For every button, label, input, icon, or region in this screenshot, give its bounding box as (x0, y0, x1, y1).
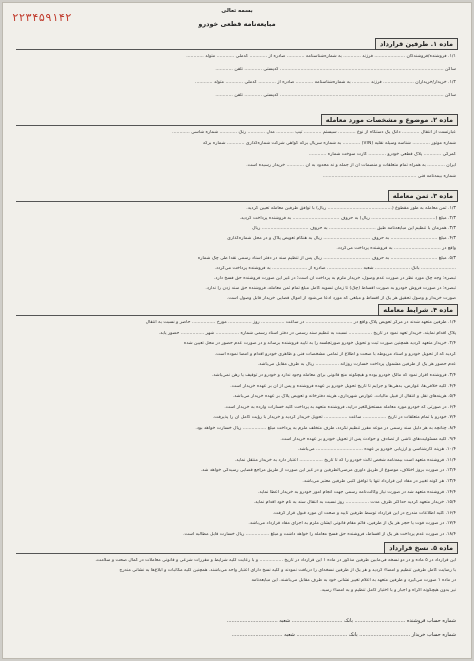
s3-line: ........................ بانک ........................ شعبه ........................ صادره از ........................ به فروشنده پرداخت می‌گردد. (214, 266, 456, 271)
s5-line: با رضایت کامل طرفین تنظیم و امضاء گردید و هر یک از طرفین نسخه‌ای را دریافت نمودند و کلیه نسخ دارای اعتبار واحد می‌باشند. همچنین کلیه مکاتبات و ابلاغ‌ها به نشانی مندرج (119, 568, 456, 573)
section-header-1 (16, 38, 458, 50)
s5-line: این قرارداد در ۵ ماده و در دو نسخه فی‌مابین طرفین مذکور در ماده ۱ این قرارداد در تاریخ ................ و با رعایت کلیه شرایط و مقررات شرعی و قانونی معاملات در کمال صحت و سلامت، (95, 558, 456, 563)
s3-line: ۴/۳. مبلغ ................................ به حروف ................................ ریال به هنگام تعویض پلاک و در محل شماره‌گذاری (227, 236, 456, 241)
section-header-4 (16, 304, 458, 316)
s1-line: ۱/۲. خریدار/خریداران ..................... فرزند ............ به شماره‌شناسنامه ............ صادره از ............ کدملی ............ متولد ............ (195, 80, 456, 85)
s4-line: ۱/۴. طرفین متعهد شدند در مرکز تعویض پلاک واقع در ................................ در ساعت ................ روز ................ مورخ ................ حاضر و نسبت به انتقال (145, 320, 456, 325)
s4-line: ۲/۴. خریدار متعهد گردید همچنین صورت ثبت و تحویل خودرو صورتجلسه را به تأیید فروشنده برساند و در صورت عدم حضور در محل تعیین شده (183, 341, 456, 347)
s4-line: ۱۳/۴. هر گونه تغییر در مفاد این قرارداد تنها با توافق کتبی طرفین معتبر می‌باشد. (302, 479, 456, 484)
s4-line: ۱۴/۴. فروشنده متعهد شد در صورت نیاز وکالت‌نامه رسمی جهت انجام امور خودرو به خریدار اعطا نماید. (257, 489, 456, 495)
s5-line: در ماده ۱ صورت می‌گیرد و طرفین متعهد به اعلام تغییر نشانی خود به طرف مقابل می‌باشند. این مبایعه‌نامه (251, 578, 456, 583)
s4-line: ۵/۴. هزینه‌های نقل و انتقال از قبیل مالیات، عوارض شهرداری، هزینه دفترخانه و تعویض پلاک بر عهده خریدار می‌باشد. (232, 394, 456, 400)
section-label-3: ماده ۳. ثمن معامله (388, 190, 458, 202)
s4-line: ۸/۴. چنانچه به هر دلیل سند رسمی در موعد مقرر تنظیم نگردد، طرف متخلف ملزم به پرداخت مبلغ ................ ریال خسارت خواهد بود. (195, 426, 456, 431)
s2-line: ایران ............ به همراه تمام متعلقات و منضمات ان از جمله و نه محدود به آن ............ خریدار رسیده است. (246, 163, 456, 168)
section-label-5: ماده ۵. نسخ قرارداد (384, 542, 458, 554)
s3-line: صورت خریدار و وصول تحقیق هر یک از اقساط و مبلغی که مورد ادعا می‌شود از اموال قضایی خریدار قابل وصول است. (226, 296, 456, 301)
s3-line: ۱/۳. ثمن معامله به طور مقطوع (............................................ ریال) با توافق طرفین معامله تعیین گردید. (246, 206, 456, 211)
s4-line: پلاک اقدام نمایند. خریدار تعهد نمود در تاریخ ................ نسبت به تنظیم سند رسمی در دفتر اسناد رسمی شماره ................ شهر ................ حضور یابد. (158, 330, 456, 336)
s1-line: ساکن ................................................................................................................ کدپستی ............ تلفن ............ (215, 67, 456, 72)
s2-line: گمرکی ............ پلاک قطعی خودرو ............ کارت سوخت شماره ............ (308, 152, 456, 157)
s4-line: ۱۱/۴. فروشنده متعهد است بیمه‌نامه شخص ثالث خودرو را که تا تاریخ ................ اعتبار دارد به خریدار منتقل نماید. (234, 457, 456, 463)
s4-line: ۴/۴. کلیه خلافی‌ها، عوارض، بدهی‌ها و جرایم تا تاریخ تحویل خودرو بر عهده فروشنده و پس از آن بر عهده خریدار است. (230, 383, 456, 389)
s3-line: ۵/۳. مبلغ ................................ به حروف ................................ ریال پس از تنظیم سند در دفتر اسناد رسمی نقداً طی چک شماره (197, 256, 456, 261)
s1-line: ۱/۱. فروشنده/فروشندگان ..................... فرزند ............ به شماره‌شناسنامه ............ صادره از ............ کدملی ............ متولد ............ (186, 54, 456, 59)
s4-line: ۶/۴. در صورتی که خودرو مورد معامله مستحق‌للغیر درآید، فروشنده متعهد به پرداخت کلیه خسارات وارده به خریدار است. (224, 404, 456, 410)
s3-line: ۲/۳. مبلغ (............................................ ریال) به حروف ................................ به فروشنده پرداخت گردید. (239, 216, 456, 221)
seller-account-line: شماره حساب فروشنده ................................ بانک ................................ شعبه ................................ (226, 618, 456, 624)
s5-line: نیز بدون هیچگونه اکراه و اجبار و با اختیار کامل تنظیم و به امضاء رسید. (320, 588, 456, 593)
s4-line: گردید که از تحویل خودرو و اسناد مربوطه با صحت و اطلاع از تمامی مشخصات فنی و ظاهری خودرو اقدام و امضا نموده است. (214, 351, 456, 357)
page-title: مبایعه‌نامه قطعی خودرو (198, 20, 276, 28)
s3-line: واقع در ................................ به فروشنده پرداخت می‌گردد. (336, 246, 456, 251)
s4-line: ۱۲/۴. در صورت بروز اختلاف، موضوع از طریق داوری مرضی‌الطرفین و در غیر این صورت از طریق مراجع قضایی رسیدگی خواهد شد. (200, 468, 456, 474)
section-header-3 (16, 190, 458, 202)
s3-line: ۳/۳. همزمان با تنظیم این مبایعه‌نامه طبق ................................ به حروف ................................ ریال (252, 226, 456, 231)
section-label-1: ماده ۱. طرفین قرارداد (375, 38, 458, 50)
buyer-account-line: شماره حساب خریدار ................................ بانک ................................ شعبه ................................ (231, 632, 456, 638)
s2-line: شماره موتور ............ شناسه وسیله نقلیه (VIN) ............ به شماره سریال برگه گواهی شرکت شماره‌گذاری ............ شماره برگه (202, 141, 456, 146)
s4-line: ۱۰/۴. هزینه کارشناسی و ارزیابی خودرو بر عهده ................................ می‌باشد. (297, 447, 456, 453)
s4-line: عدم حضور هر یک از طرفین مشمول پرداخت خسارت روزانه ................ ریال به طرف مقابل می‌باشد. (257, 362, 456, 368)
s4-line: ۱۵/۴. خریدار متعهد گردید حداکثر ظرف مدت ................ روز نسبت به انتقال سند به نام خود اقدام نماید. (253, 500, 456, 506)
s3-line: تبصره: وجه چک مورد نظر در صورت عدم وصول، خریدار ملزم به پرداخت آن است؛ در غیر این صورت فروشنده حق فسخ دارد. (213, 276, 456, 281)
section-label-4: ماده ۴. شرایط معامله (378, 304, 458, 316)
s2-line: عبارتست از انتقال ............ دانگ یک دستگاه از نوع ............ سیستم ............ تیپ ............ مدل ............ رنگ ............ شماره شاسی ............ (172, 130, 456, 135)
s4-line: ۹/۴. کلیه مسئولیت‌های ناشی از تصادف و حوادث پس از تحویل خودرو بر عهده خریدار است. (280, 436, 456, 442)
s1-line: ساکن ................................................................................................................ کدپستی ............ تلفن ............ (215, 93, 456, 98)
section-header-5 (16, 542, 458, 554)
section-header-2 (16, 114, 458, 126)
s2-line: شماره بیمه‌نامه فنی ................................................................ (322, 174, 456, 179)
s4-line: ۳/۴. فروشنده اقرار نمود که مالک خودرو بوده و هیچگونه منع قانونی برای معامله وجود ندارد و خودرو در توقیف یا رهن نمی‌باشد. (211, 373, 456, 378)
s4-line: ۱۷/۴. در صورت فوت یا حجر هر یک از طرفین، قائم مقام قانونی ایشان ملزم به اجرای مفاد قرارداد می‌باشد. (248, 521, 456, 527)
bismillah: بسمه تعالی (221, 8, 253, 14)
s3-line: تبصره: در صورت فروش خودرو به صورت اقساط (چک) تا زمان تسویه کامل مبلغ تمام ثمن معامله، فروشنده حق سند زدن را ندارد. (205, 286, 456, 291)
serial-number: ۲۲۳۴۵۹۱۴۲ (12, 11, 72, 24)
contract-page (2, 2, 472, 659)
s4-line: ۷/۴. خودرو با تمام متعلقات در تاریخ ................ ساعت ................ تحویل خریدار گردید و خریدار با رؤیت کامل آن را پذیرفت. (212, 415, 456, 421)
s4-line: ۱۸/۴. در صورت عدم پرداخت هر یک از اقساط، فروشنده حق فسخ معامله را خواهد داشت و مبلغ ................ ریال خسارت قابل مطالبه است. (183, 532, 456, 537)
s4-line: ۱۶/۴. کلیه اطلاعات مندرج در این قرارداد توسط طرفین تأیید و صحت آن مورد قبول قرار گرفت. (272, 510, 456, 516)
section-label-2: ماده ۲. موضوع و مشخصات مورد معامله (321, 114, 458, 126)
